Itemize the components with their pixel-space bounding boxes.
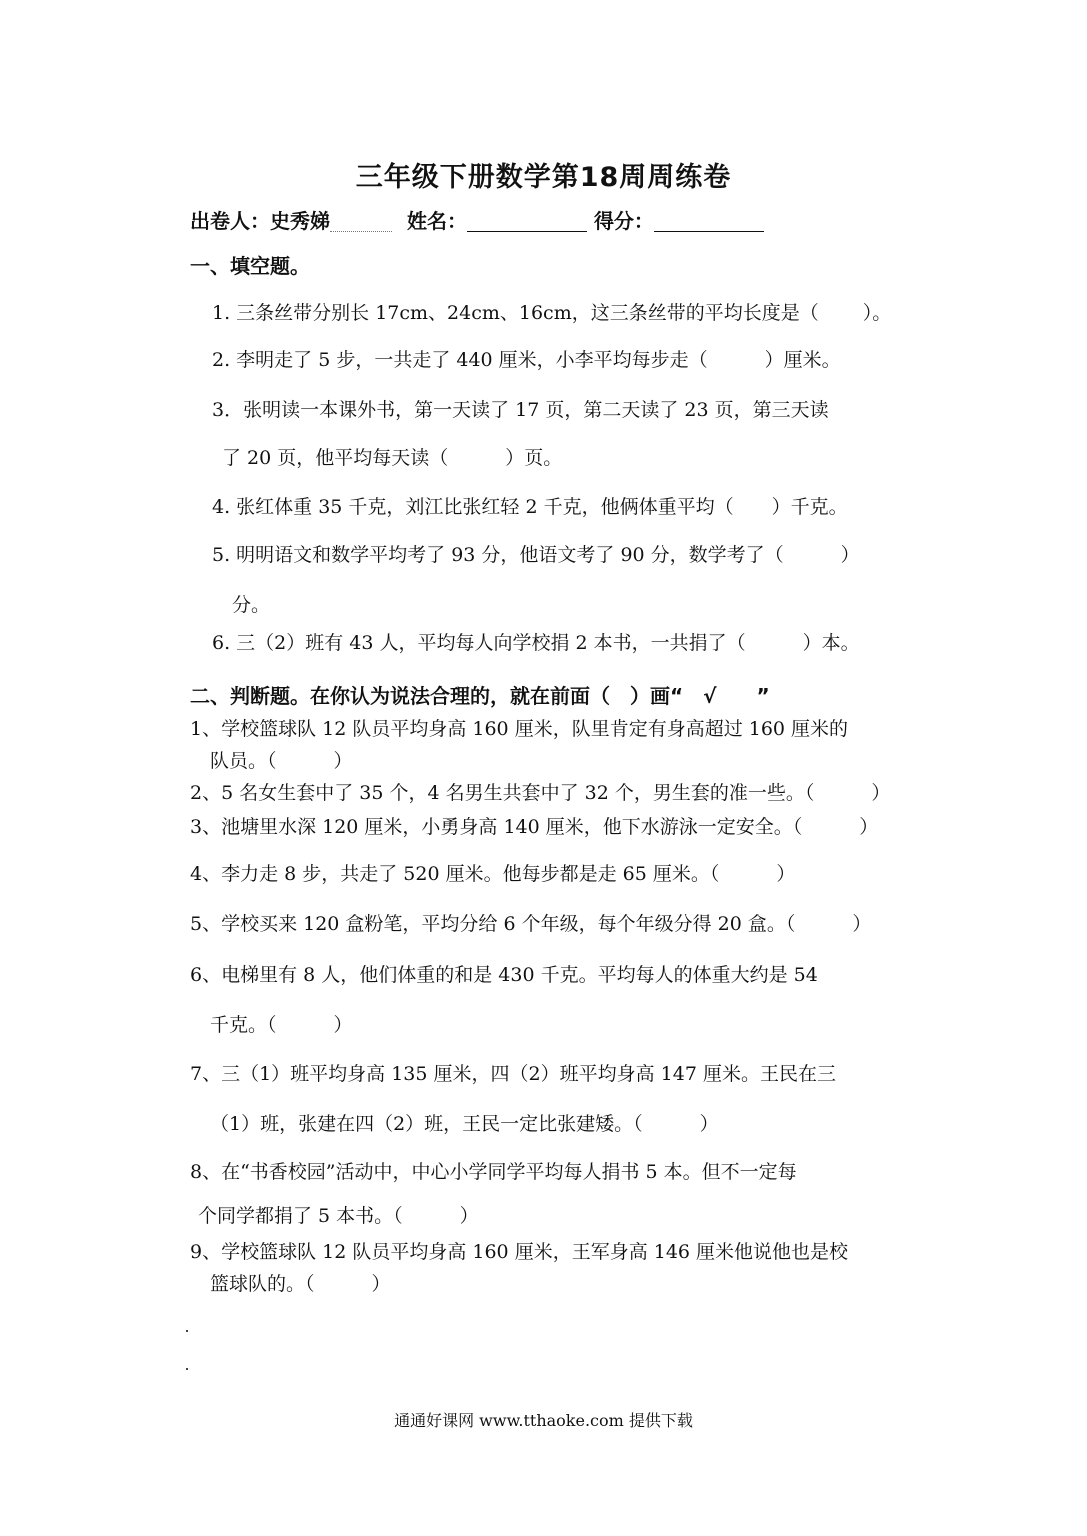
judge-question-2: 2、5 名女生套中了 35 个，4 名男生共套中了 32 个，男生套的准一些。（ ） xyxy=(190,782,891,804)
section-1-heading: 一、填空题。 xyxy=(190,254,310,278)
judge-question-8-cont: 个同学都捐了 5 本书。（ ） xyxy=(198,1205,479,1227)
name-field[interactable] xyxy=(467,211,587,232)
score-label: 得分： xyxy=(593,209,654,233)
judge-question-6-cont: 千克。（ ） xyxy=(210,1014,353,1036)
fill-question-5-cont: 分。 xyxy=(232,594,271,616)
author-label: 出卷人：史秀娣 xyxy=(190,209,330,233)
fill-question-3: 3．张明读一本课外书，第一天读了 17 页，第二天读了 23 页，第三天读 xyxy=(212,399,829,421)
fill-question-6: 6. 三（2）班有 43 人，平均每人向学校捐 2 本书，一共捐了（ ）本。 xyxy=(212,632,860,654)
fill-question-3-cont: 了 20 页，他平均每天读（ ）页。 xyxy=(222,447,563,469)
judge-question-5: 5、学校买来 120 盒粉笔，平均分给 6 个年级，每个年级分得 20 盒。（ ） xyxy=(190,913,872,935)
judge-question-3: 3、池塘里水深 120 厘米，小勇身高 140 厘米，他下水游泳一定安全。（ ） xyxy=(190,816,879,838)
fill-question-4: 4. 张红体重 35 千克，刘江比张红轻 2 千克，他俩体重平均（ ）千克。 xyxy=(212,496,848,518)
score-field[interactable] xyxy=(654,211,764,232)
fill-question-2: 2. 李明走了 5 步，一共走了 440 厘米，小李平均每步走（ ）厘米。 xyxy=(212,349,841,371)
fill-question-5: 5. 明明语文和数学平均考了 93 分，他语文考了 90 分，数学考了（ ） xyxy=(212,544,860,566)
judge-question-7: 7、三（1）班平均身高 135 厘米，四（2）班平均身高 147 厘米。王民在三 xyxy=(190,1063,836,1085)
section-2-heading: 二、判断题。在你认为说法合理的，就在前面（ ）画“ √ ” xyxy=(190,684,770,708)
info-line xyxy=(190,205,764,234)
author-dots xyxy=(330,211,392,232)
page-title: 三年级下册数学第18周周练卷 xyxy=(355,162,732,193)
scan-speck xyxy=(186,1330,188,1332)
judge-question-1-cont: 队员。（ ） xyxy=(210,750,353,772)
name-label: 姓名： xyxy=(406,209,467,233)
judge-question-7-cont: （1）班，张建在四（2）班，王民一定比张建矮。（ ） xyxy=(210,1113,719,1135)
fill-question-1: 1. 三条丝带分别长 17cm、24cm、16cm，这三条丝带的平均长度是（ ）。 xyxy=(212,302,892,324)
judge-question-8: 8、在“书香校园”活动中，中心小学同学平均每人捐书 5 本。但不一定每 xyxy=(190,1161,797,1183)
judge-question-4: 4、李力走 8 步，共走了 520 厘米。他每步都是走 65 厘米。（ ） xyxy=(190,863,796,885)
judge-question-1: 1、学校篮球队 12 队员平均身高 160 厘米，队里肯定有身高超过 160 厘米的 xyxy=(190,718,849,740)
scan-speck xyxy=(186,1368,188,1370)
judge-question-6: 6、电梯里有 8 人，他们体重的和是 430 千克。平均每人的体重大约是 54 xyxy=(190,964,818,986)
judge-question-9-cont: 篮球队的。（ ） xyxy=(210,1273,391,1295)
judge-question-9: 9、学校篮球队 12 队员平均身高 160 厘米，王军身高 146 厘米他说他也是校 xyxy=(190,1241,849,1263)
footer-text: 通通好课网 www.tthaoke.com 提供下载 xyxy=(394,1411,693,1430)
